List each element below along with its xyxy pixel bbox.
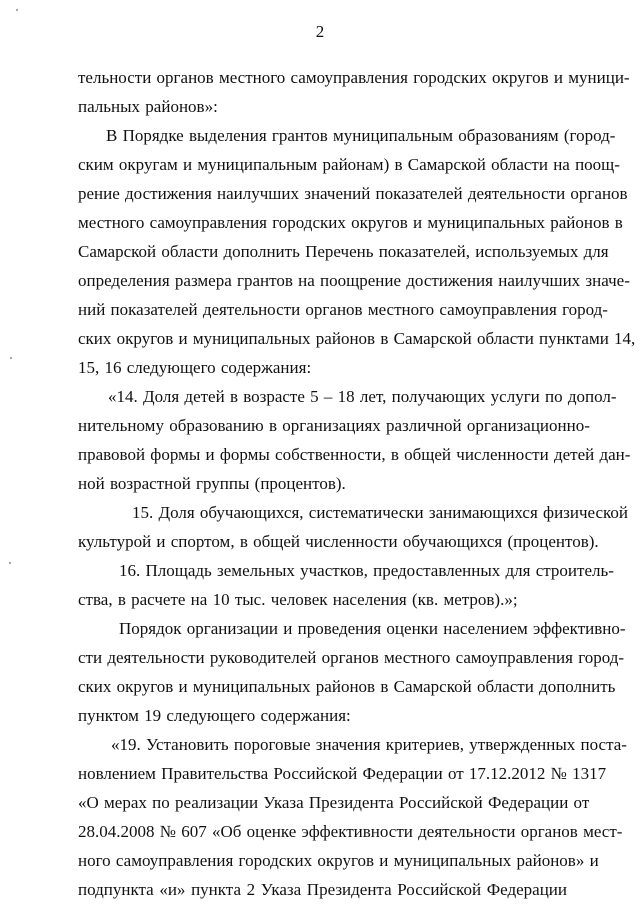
text-line: правовой формы и формы собственности, в общей численности детей дан-	[78, 445, 631, 464]
text-line: ного самоуправления городских округов и муниципальных районов» и	[78, 851, 599, 870]
scan-speck	[16, 9, 18, 11]
text-line: «19. Установить пороговые значения критериев, утвержденных поста-	[111, 735, 627, 754]
scan-speck	[10, 357, 12, 359]
text-line: определения размера грантов на поощрение достижения наилучших значе-	[78, 271, 630, 290]
text-line: подпункта «и» пункта 2 Указа Президента Российской Федерации	[78, 880, 567, 899]
text-line: ских округов и муниципальных районов в Самарской области дополнить	[78, 677, 616, 696]
text-line: пунктом 19 следующего содержания:	[78, 706, 351, 725]
text-line: «О мерах по реализации Указа Президента Российской Федерации от	[78, 793, 590, 812]
text-line: тельности органов местного самоуправления городских округов и муници-	[78, 68, 630, 87]
text-line: рение достижения наилучших значений показателей деятельности органов	[78, 184, 628, 203]
text-line: нительному образованию в организациях различной организационно-	[78, 416, 590, 435]
text-line: В Порядке выделения грантов муниципальным образованиям (город-	[106, 126, 616, 145]
text-line: пальных районов»:	[78, 97, 218, 116]
text-line: 15. Доля обучающихся, систематически занимающихся физической	[132, 503, 629, 522]
text-line: ских округов и муниципальных районов в Самарской области пунктами 14,	[78, 329, 636, 348]
text-line: Порядок организации и проведения оценки населением эффективно-	[119, 619, 626, 638]
text-line: культурой и спортом, в общей численности обучающихся (процентов).	[78, 532, 599, 551]
page-number: 2	[315, 22, 325, 41]
text-line: ний показателей деятельности органов местного самоуправления город-	[78, 300, 608, 319]
text-line: 15, 16 следующего содержания:	[78, 358, 312, 377]
text-line: 16. Площадь земельных участков, предоставленных для строитель-	[119, 561, 614, 580]
text-line: местного самоуправления городских округов и муниципальных районов в	[78, 213, 623, 232]
text-line: новлением Правительства Российской Федерации от 17.12.2012 № 1317	[78, 764, 607, 783]
text-line: «14. Доля детей в возрасте 5 – 18 лет, получающих услуги по допол-	[108, 387, 617, 406]
text-line: ной возрастной группы (процентов).	[78, 474, 346, 493]
text-line: ства, в расчете на 10 тыс. человек населения (кв. метров).»;	[78, 590, 518, 609]
text-line: сти деятельности руководителей органов местного самоуправления город-	[78, 648, 625, 667]
scan-speck	[9, 562, 11, 564]
text-line: ским округам и муниципальным районам) в Самарской области на поощ-	[78, 155, 620, 174]
text-line: Самарской области дополнить Перечень показателей, используемых для	[78, 242, 609, 261]
text-line: 28.04.2008 № 607 «Об оценке эффективности деятельности органов мест-	[78, 822, 623, 841]
